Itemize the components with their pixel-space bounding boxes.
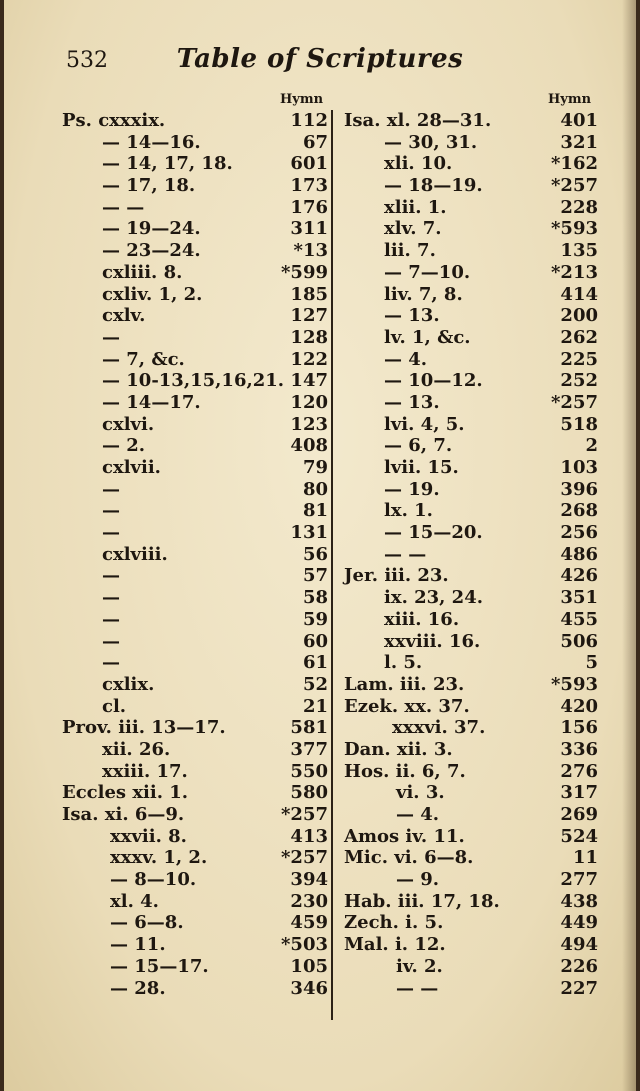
scripture-reference: Amos iv. 11. [344,825,465,847]
scripture-reference: xii. 26. [102,738,171,760]
table-row [344,631,598,653]
table-row [344,761,598,783]
table-row [62,414,328,436]
scripture-reference: — [102,587,120,609]
table-row [344,305,598,327]
scripture-reference: — 10—12. [384,370,483,392]
scripture-reference: — 8—10. [110,869,197,891]
table-row [62,869,328,891]
hymn-number: *213 [551,261,598,283]
table-row [344,240,598,262]
hymn-number: 262 [560,326,598,348]
scripture-reference: cxlv. [102,305,146,327]
hymn-number: 351 [560,587,598,609]
hymn-number: *593 [551,218,598,240]
table-row [62,652,328,674]
table-row [344,891,598,913]
scripture-reference: — [102,608,120,630]
hymn-number: 5 [585,652,598,674]
scripture-reference: — 18—19. [384,175,483,197]
hymn-number: *599 [281,261,328,283]
hymn-number: 122 [290,348,328,370]
hymn-number: 524 [560,825,598,847]
table-row [344,284,598,306]
scripture-reference: — 19. [384,478,440,500]
table-row [62,826,328,848]
scripture-reference: cl. [102,695,127,717]
scripture-reference: xxiii. 17. [102,760,188,782]
scripture-reference: cxlvii. [102,457,161,478]
page-title: Table of Scriptures [176,44,464,74]
left-column [62,110,328,999]
hymn-number: 252 [560,370,598,392]
scripture-reference: xlv. 7. [384,218,442,240]
hymn-number: *162 [551,153,598,175]
hymn-number: 67 [302,131,328,153]
scripture-reference: Ezek. xx. 37. [344,695,470,717]
scripture-reference: Mic. vi. 6—8. [344,847,474,869]
table-row [62,847,328,869]
scripture-reference: Hab. iii. 17, 18. [344,890,500,912]
table-row [344,717,598,739]
hymn-number: *257 [551,391,598,413]
hymn-number: 2 [585,435,598,457]
scripture-reference: Dan. xii. 3. [344,738,453,760]
table-row [62,956,328,978]
table-row [344,110,598,132]
hymn-number: 135 [560,240,598,262]
scripture-reference: — [102,478,120,500]
table-row [344,674,598,696]
table-row [62,132,328,154]
hymn-number: 59 [302,608,328,630]
scripture-reference: Lam. iii. 23. [344,673,465,695]
hymn-number: 81 [302,500,328,522]
scripture-reference: — 14—17. [102,391,201,413]
table-row [62,934,328,956]
table-row [344,978,598,1000]
hymn-number: 228 [560,196,598,218]
hymn-number: 601 [290,153,328,175]
table-row [344,414,598,436]
table-row [344,544,598,566]
scripture-reference: — 17, 18. [102,175,196,197]
scripture-reference: — [102,630,120,652]
hymn-number: 396 [560,478,598,500]
scripture-reference: xxviii. 16. [384,630,481,652]
scripture-reference: l. 5. [384,652,423,674]
scripture-reference: cxliv. 1, 2. [102,283,203,305]
scripture-reference: — [102,652,120,674]
table-row [62,631,328,653]
table-row [344,565,598,587]
hymn-number: *593 [551,673,598,695]
hymn-number: 426 [560,565,598,587]
scripture-reference: xli. 10. [384,153,453,175]
scripture-reference: — 28. [110,977,166,999]
page-header [4,40,636,80]
table-row [344,175,598,197]
hymn-number: 455 [560,608,598,630]
hymn-number: 131 [290,522,328,544]
scripture-reference: — 19—24. [102,218,201,240]
scripture-reference: — 9. [396,869,440,891]
hymn-number: 413 [290,825,328,847]
scripture-reference: lvii. 15. [384,457,459,478]
table-row [62,175,328,197]
table-row [62,544,328,566]
scripture-reference: — [102,500,120,522]
hymn-number: 256 [560,522,598,544]
table-row [62,327,328,349]
hymn-number: 173 [290,175,328,197]
table-row [62,153,328,175]
table-row [62,912,328,934]
scripture-reference: Prov. iii. 13—17. [62,717,226,739]
table-row [344,522,598,544]
hymn-number: 401 [560,110,598,131]
table-row [344,912,598,934]
scripture-reference: Zech. i. 5. [344,912,444,934]
scripture-reference: — [102,326,120,348]
scripture-reference: vi. 3. [396,782,445,804]
hymn-number: 277 [560,869,598,891]
table-row [62,739,328,761]
scripture-reference: — 23—24. [102,240,201,262]
scripture-reference: — 15—20. [384,522,483,544]
scripture-reference: Hos. ii. 6, 7. [344,760,466,782]
table-row [344,934,598,956]
hymn-number: 176 [290,196,328,218]
table-row [344,826,598,848]
hymn-number: 128 [290,326,328,348]
hymn-number: 227 [560,977,598,999]
page-edge-shadow [622,0,636,1091]
scripture-reference: — [102,522,120,544]
table-row [62,717,328,739]
hymn-number: 550 [290,760,328,782]
scripture-reference: — 14, 17, 18. [102,153,233,175]
hymn-number: 494 [560,934,598,956]
scripture-reference: — 4. [396,804,440,825]
scripture-reference: — 6—8. [110,912,184,934]
table-row [344,262,598,284]
hymn-number: 103 [560,457,598,478]
hymn-number: 52 [302,673,328,695]
scripture-reference: — 11. [110,934,166,956]
scripture-reference: cxlvi. [102,413,155,435]
hymn-number: 438 [560,890,598,912]
scripture-reference: — 4. [384,348,428,370]
hymn-number: 200 [560,305,598,327]
scripture-reference: iv. 2. [396,955,443,977]
hymn-number: 185 [290,283,328,305]
table-row [62,804,328,826]
right-column [344,110,598,999]
table-row [344,869,598,891]
hymn-number: 11 [572,847,598,869]
table-row [344,609,598,631]
table-row [344,132,598,154]
scripture-reference: lv. 1, &c. [384,326,471,348]
hymn-number: 127 [290,305,328,327]
scripture-reference: xxxvi. 37. [392,717,486,739]
scripture-reference: — 13. [384,391,440,413]
page-number: 532 [66,48,108,73]
scripture-reference: lvi. 4, 5. [384,413,465,435]
scripture-reference: — — [102,196,145,218]
table-row [62,392,328,414]
scripture-reference: Isa. xl. 28—31. [344,110,492,131]
hymn-number: *257 [281,804,328,825]
scripture-reference: cxlviii. [102,543,168,565]
scripture-reference: xl. 4. [110,890,159,912]
hymn-number: 459 [290,912,328,934]
scripture-reference: — 30, 31. [384,131,478,153]
scripture-reference: lii. 7. [384,240,436,262]
scripture-reference: xxvii. 8. [110,825,187,847]
hymn-number: 346 [290,977,328,999]
hymn-number: 156 [560,717,598,739]
scripture-reference: — 6, 7. [384,435,453,457]
table-row [62,262,328,284]
table-row [344,218,598,240]
hymn-number: 58 [302,587,328,609]
hymn-number: *257 [281,847,328,869]
table-row [344,652,598,674]
hymn-number: 21 [302,695,328,717]
hymn-number: *503 [281,934,328,956]
scripture-reference: Eccles xii. 1. [62,782,189,804]
hymn-number: 317 [560,782,598,804]
table-row [62,587,328,609]
scripture-reference: Mal. i. 12. [344,934,446,956]
table-row [344,327,598,349]
hymn-number: 57 [302,565,328,587]
table-row [62,370,328,392]
hymn-number: *257 [551,175,598,197]
hymn-number: 269 [560,804,598,825]
table-row [344,782,598,804]
hymn-number: *13 [293,240,328,262]
hymn-number: 311 [290,218,328,240]
scripture-reference: Isa. xi. 6—9. [62,804,185,825]
hymn-number: 518 [560,413,598,435]
table-row [62,609,328,631]
table-row [344,500,598,522]
hymn-number: 420 [560,695,598,717]
scripture-reference: — — [384,543,427,565]
table-row [344,479,598,501]
hymn-number: 112 [290,110,328,131]
scripture-reference: xxxv. 1, 2. [110,847,208,869]
table-row [344,739,598,761]
column-divider [331,110,333,1020]
hymn-number: 336 [560,738,598,760]
scripture-reference: cxlix. [102,673,155,695]
table-row [344,197,598,219]
scripture-reference: Ps. cxxxix. [62,110,166,131]
table-row [62,565,328,587]
table-row [62,218,328,240]
table-row [62,284,328,306]
table-row [344,392,598,414]
hymn-number: 79 [302,457,328,478]
hymn-number: 321 [560,131,598,153]
hymn-number: 449 [560,912,598,934]
table-row [62,522,328,544]
table-row [62,696,328,718]
table-row [344,457,598,479]
hymn-number: 120 [290,391,328,413]
scripture-reference: — — [396,977,439,999]
table-row [344,435,598,457]
table-row [62,435,328,457]
scripture-reference: — 15—17. [110,955,209,977]
scripture-reference: ix. 23, 24. [384,587,483,609]
scripture-reference: — 13. [384,305,440,327]
table-row [62,782,328,804]
table-row [344,696,598,718]
hymn-number: 506 [560,630,598,652]
left-hymn-heading: Hymn [280,92,324,107]
table-row [344,370,598,392]
hymn-number: 123 [290,413,328,435]
scripture-reference: xiii. 16. [384,608,460,630]
scripture-reference: — 7—10. [384,261,471,283]
hymn-number: 377 [290,738,328,760]
table-row [344,804,598,826]
scripture-reference: xlii. 1. [384,196,447,218]
hymn-number: 105 [290,955,328,977]
table-row [62,479,328,501]
hymn-number: 56 [302,543,328,565]
scripture-reference: cxliii. 8. [102,261,183,283]
scripture-reference: — 10-13,15,16,21. [102,370,285,392]
hymn-number: 408 [290,435,328,457]
table-row [344,349,598,371]
hymn-number: 226 [560,955,598,977]
table-row [62,674,328,696]
table-row [344,956,598,978]
hymn-number: 268 [560,500,598,522]
scripture-reference: Jer. iii. 23. [344,565,449,587]
scripture-reference: liv. 7, 8. [384,283,463,305]
table-row [62,891,328,913]
scripture-reference: lx. 1. [384,500,433,522]
scripture-reference: — 7, &c. [102,348,185,370]
hymn-number: 581 [290,717,328,739]
table-row [62,110,328,132]
book-page [4,0,636,1091]
hymn-number: 225 [560,348,598,370]
table-row [62,457,328,479]
table-row [62,349,328,371]
table-row [344,153,598,175]
table-row [62,978,328,1000]
hymn-number: 147 [290,370,328,392]
scripture-reference: — 14—16. [102,131,201,153]
hymn-number: 61 [302,652,328,674]
hymn-number: 276 [560,760,598,782]
table-row [62,500,328,522]
hymn-number: 486 [560,543,598,565]
hymn-number: 230 [290,890,328,912]
table-row [344,587,598,609]
hymn-number: 414 [560,283,598,305]
table-row [62,197,328,219]
hymn-number: 580 [290,782,328,804]
hymn-number: 60 [302,630,328,652]
scripture-reference: — [102,565,120,587]
right-hymn-heading: Hymn [548,92,592,107]
scripture-reference: — 2. [102,435,146,457]
table-row [62,240,328,262]
hymn-number: 394 [290,869,328,891]
table-row [62,305,328,327]
table-row [62,761,328,783]
table-row [344,847,598,869]
hymn-number: 80 [302,478,328,500]
